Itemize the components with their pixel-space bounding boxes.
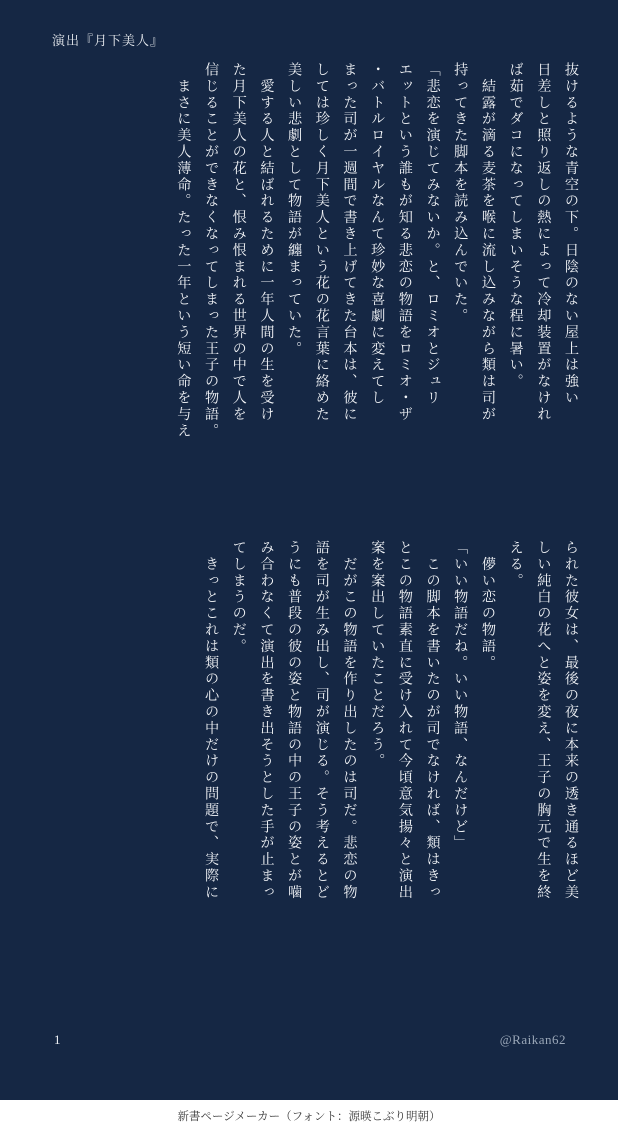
text-column: 愛する人と結ばれるために一年人間の生を受け bbox=[258, 62, 275, 423]
text-column: まさに美人薄命。たった一年という短い命を与え bbox=[175, 62, 192, 440]
text-column: 日差しと照り返しの熱によって冷却装置がなけれ bbox=[535, 62, 552, 423]
text-column: 語を司が生み出し、司が演じる。そう考えるとど bbox=[313, 540, 330, 901]
text-column: 持ってきた脚本を読み込んでいた。 bbox=[452, 62, 469, 325]
text-column: られた彼女は、最後の夜に本来の透き通るほど美 bbox=[563, 540, 579, 901]
text-column: しい純白の花へと姿を変え、王子の胸元で生を終 bbox=[535, 540, 552, 901]
text-column: てしまうのだ。 bbox=[230, 540, 247, 655]
text-column: きっとこれは類の心の中だけの問題で、実際に bbox=[203, 540, 220, 901]
text-column: まった司が一週間で書き上げてきた台本は、彼に bbox=[341, 62, 358, 423]
author-handle: @Raikan62 bbox=[499, 1032, 566, 1047]
text-column: 信じることができなくなってしまった王子の物語。 bbox=[203, 62, 220, 440]
text-column: 「悲恋を演じてみないか。と、ロミオとジュリ bbox=[424, 62, 441, 407]
text-column: エットという誰もが知る悲恋の物語をロミオ・ザ bbox=[396, 62, 413, 423]
text-column: うにも普段の彼の姿と物語の中の王子の姿とが噛 bbox=[286, 540, 303, 901]
text-column: この脚本を書いたのが司でなければ、類はきっ bbox=[424, 540, 441, 901]
text-column: 儚い恋の物語。 bbox=[479, 540, 496, 672]
text-column: 案を案出していたことだろう。 bbox=[369, 540, 386, 770]
text-column: み合わなくて演出を書き出そうとした手が止まっ bbox=[258, 540, 275, 901]
text-column: だがこの物語を作り出したのは司だ。悲恋の物 bbox=[341, 540, 358, 901]
text-column: ・バトルロイヤルなんて珍妙な喜劇に変えてし bbox=[369, 62, 386, 407]
page-title: 演出『月下美人』 bbox=[52, 33, 165, 48]
text-column: ば茹でダコになってしまいそうな程に暑い。 bbox=[507, 62, 524, 390]
text-column: た月下美人の花と、恨み恨まれる世界の中で人を bbox=[230, 62, 247, 423]
text-column: 結露が滴る麦茶を喉に流し込みながら類は司が bbox=[479, 62, 496, 423]
text-column-blank: 「いい物語だね。いい物語、なんだけど」 bbox=[452, 540, 469, 852]
text-column: しては珍しく月下美人という花の花言葉に絡めた bbox=[313, 62, 330, 423]
text-columns-upper bbox=[36, 62, 584, 532]
text-column: 抜けるような青空の下。日陰のない屋上は強い bbox=[563, 62, 579, 407]
text-column: とこの物語素直に受け入れて今頃意気揚々と演出 bbox=[396, 540, 413, 901]
text-column: える。 bbox=[507, 540, 524, 590]
text-columns-lower bbox=[36, 540, 584, 980]
footer-credit: 新書ページメーカー（フォント：源暎こぶり明朝） bbox=[0, 1100, 618, 1132]
text-column: 美しい悲劇として物語が纏まっていた。 bbox=[286, 62, 303, 358]
page-number: 1 bbox=[54, 1032, 61, 1047]
